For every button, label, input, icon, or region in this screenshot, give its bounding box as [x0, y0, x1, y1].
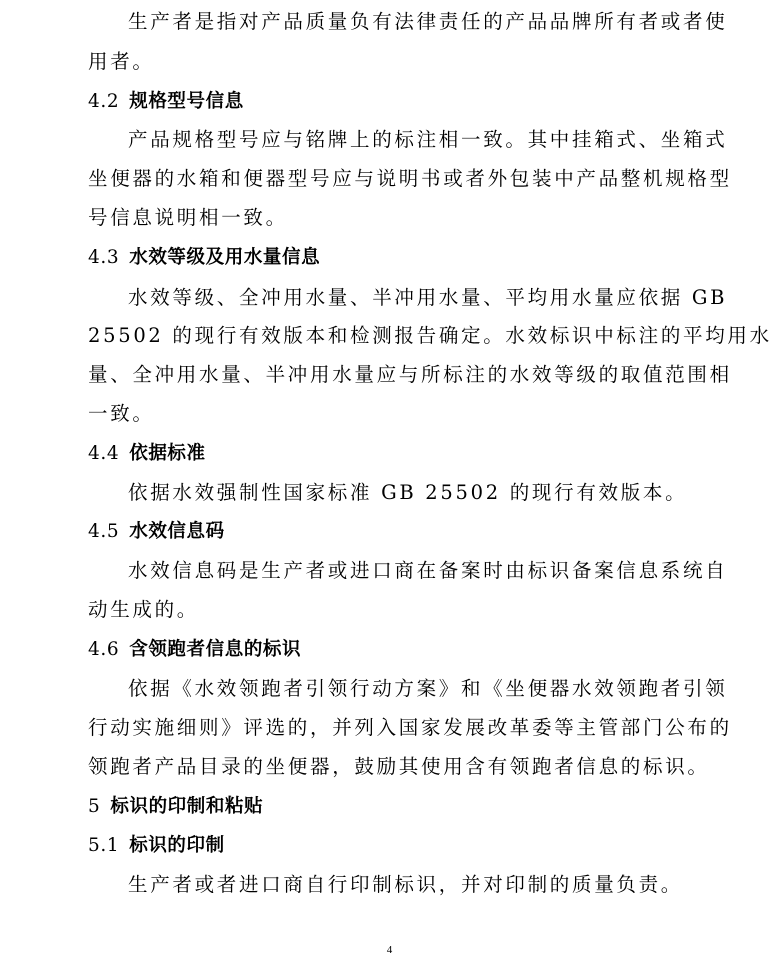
section-heading-4-5 — [88, 520, 688, 544]
paragraph-line: 生产者是指对产品质量负有法律责任的产品品牌所有者或者使 — [128, 10, 728, 33]
section-heading-4-3 — [88, 246, 688, 270]
paragraph-line: 产品规格型号应与铭牌上的标注相一致。其中挂箱式、坐箱式 — [128, 128, 728, 151]
paragraph-line: 量、全冲用水量、半冲用水量应与所标注的水效等级的取值范围相 — [88, 363, 732, 386]
paragraph-line: 生产者或者进口商自行印制标识，并对印制的质量负责。 — [128, 873, 684, 896]
section-heading-5 — [88, 795, 688, 819]
section-title: 规格型号信息 — [129, 91, 244, 112]
paragraph-line: 水效等级、全冲用水量、半冲用水量、平均用水量应依据 GB — [128, 286, 728, 309]
paragraph-line: 行动实施细则》评选的，并列入国家发展改革委等主管部门公布的 — [88, 716, 732, 739]
paragraph-line: 25502 的现行有效版本和检测报告确定。水效标识中标注的平均用水 — [88, 324, 772, 347]
paragraph-line: 用者。 — [88, 50, 155, 73]
section-number: 4.5 — [88, 521, 120, 542]
section-number: 4.6 — [88, 639, 120, 660]
section-title: 水效等级及用水量信息 — [129, 247, 321, 268]
section-number: 5 — [88, 796, 101, 817]
section-heading-4-2 — [88, 90, 688, 114]
paragraph-line: 依据水效强制性国家标准 GB 25502 的现行有效版本。 — [128, 481, 688, 504]
section-title: 水效信息码 — [129, 521, 225, 542]
paragraph-line: 坐便器的水箱和便器型号应与说明书或者外包装中产品整机规格型 — [88, 167, 732, 190]
section-number: 4.4 — [88, 443, 120, 464]
section-number: 4.2 — [88, 91, 120, 112]
section-number: 5.1 — [88, 835, 120, 856]
paragraph-line: 水效信息码是生产者或进口商在备案时由标识备案信息系统自 — [128, 559, 728, 582]
section-title: 含领跑者信息的标识 — [129, 639, 302, 660]
paragraph-line: 依据《水效领跑者引领行动方案》和《坐便器水效领跑者引领 — [128, 677, 728, 700]
paragraph-line: 一致。 — [88, 402, 155, 425]
section-heading-4-6 — [88, 638, 688, 662]
paragraph-line: 领跑者产品目录的坐便器，鼓励其使用含有领跑者信息的标识。 — [88, 755, 710, 778]
section-title: 标识的印制和粘贴 — [110, 796, 264, 817]
paragraph-line: 号信息说明相一致。 — [88, 206, 288, 229]
section-heading-4-4 — [88, 442, 688, 466]
section-title: 依据标准 — [129, 443, 206, 464]
section-heading-5-1 — [88, 834, 688, 858]
section-number: 4.3 — [88, 247, 120, 268]
section-title: 标识的印制 — [129, 835, 225, 856]
paragraph-line: 动生成的。 — [88, 598, 200, 621]
page-number: 4 — [386, 944, 393, 956]
